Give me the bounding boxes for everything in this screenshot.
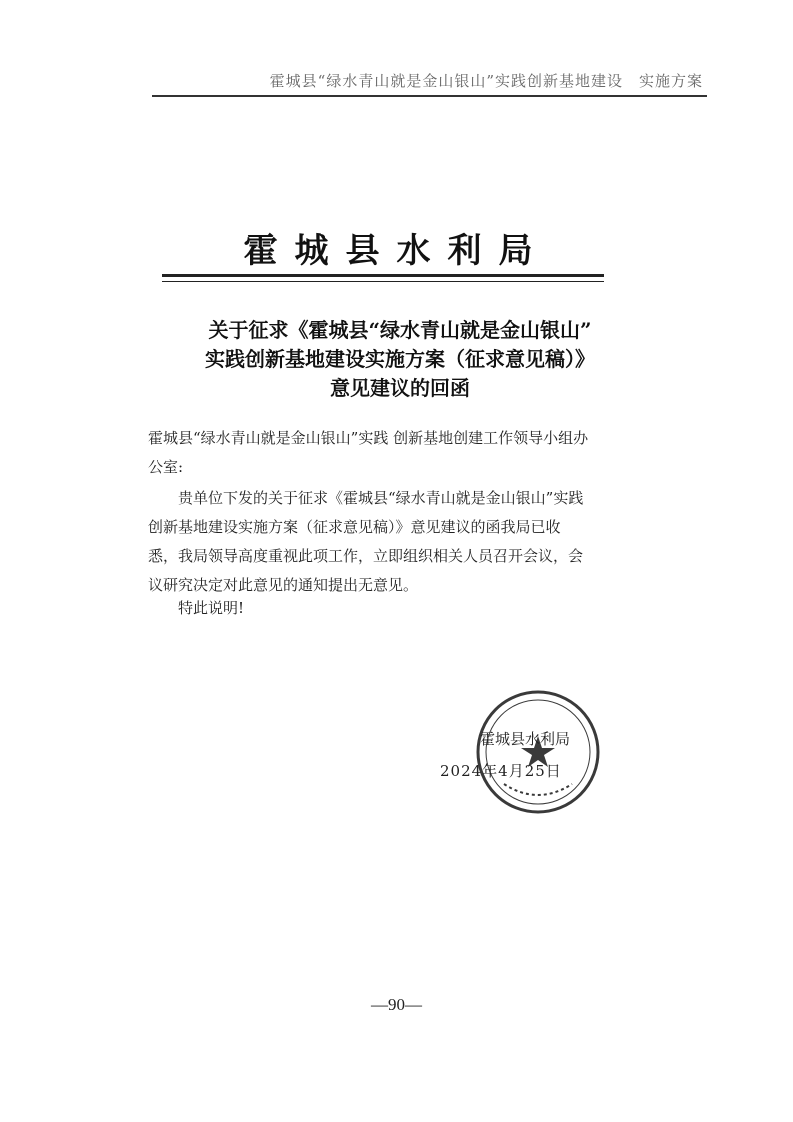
header-divider	[152, 95, 707, 97]
addressee: 霍城县“绿水青山就是金山银山”实践 创新基地创建工作领导小组办公室:	[148, 429, 589, 476]
signature-organization: 霍城县水利局	[480, 730, 571, 748]
running-header: 霍城县“绿水青山就是金山银山”实践创新基地建设 实施方案	[269, 72, 703, 90]
page-number: —90—	[371, 995, 422, 1014]
letterhead-rule-thin	[162, 281, 604, 282]
letterhead-rule-thick	[162, 274, 604, 277]
letter-body: 贵单位下发的关于征求《霍城县“绿水青山就是金山银山”实践创新基地建设实施方案（征求意见稿）》意见建议的函我局已收悉，我局领导高度重视此项工作，立即组织相关人员召开会议，会议研究决定对此意见的通知提出无意见。	[148, 489, 584, 594]
signature-date: 2024年4月25日	[440, 762, 562, 780]
closing-statement: 特此说明!	[178, 599, 245, 617]
official-seal-icon	[474, 688, 602, 816]
document-title-line: 关于征求《霍城县“绿水青山就是金山银山”	[208, 318, 592, 342]
document-title	[150, 316, 650, 403]
document-title-line: 意见建议的回函	[330, 376, 470, 400]
document-title-line: 实践创新基地建设实施方案（征求意见稿）》	[205, 347, 595, 371]
agency-letterhead: 霍城县水利局	[243, 231, 550, 271]
